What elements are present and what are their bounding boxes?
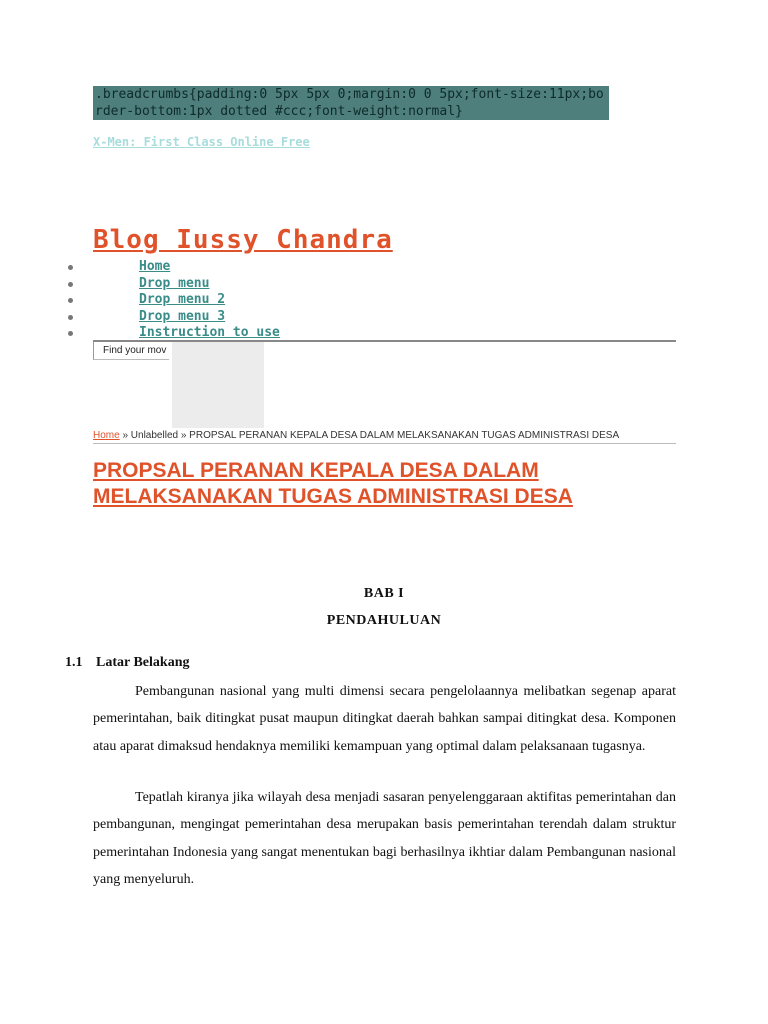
nav-link-drop-menu[interactable]: Drop menu xyxy=(139,275,210,291)
bullet-icon xyxy=(68,315,73,320)
post-title[interactable] xyxy=(93,458,683,510)
leaked-css-code: .breadcrumbs{padding:0 5px 5px 0;margin:0 0 5px;font-size:11px;border-bottom:1px dotted #ccc;font-weight:normal} xyxy=(93,86,609,120)
post-title-line-1[interactable]: PROPSAL PERANAN KEPALA DESA DALAM xyxy=(93,459,539,482)
chapter-number: BAB I xyxy=(363,586,405,601)
nav-link-home[interactable]: Home xyxy=(139,259,171,274)
post-title-line-2[interactable]: MELAKSANAKAN TUGAS ADMINISTRASI DESA xyxy=(93,485,573,508)
nav-link-drop-menu-3[interactable]: Drop menu 3 xyxy=(139,308,226,324)
nav-link-instruction[interactable]: Instruction to use xyxy=(139,325,280,341)
paragraph-2: Tepatlah kiranya jika wilayah desa menjadi sasaran penyelenggaraan aktifitas pemerintahan dan pembangunan, mengingat pemerintahan desa merupakan basis pemerintahan terendah dalam struktur pemerintahan Indonesia yang sangat menentukan bagi berhasilnya ikhtiar dalam Pembangunan nasional yang menyeluruh. xyxy=(93,790,676,887)
movie-link[interactable]: X-Men: First Class Online Free xyxy=(93,135,310,149)
bullet-icon xyxy=(68,282,73,287)
search-input[interactable]: Find your mov xyxy=(93,342,169,360)
bullet-icon xyxy=(68,298,73,303)
section-title: Latar Belakang xyxy=(96,655,190,670)
bullet-icon xyxy=(68,331,73,336)
blog-title[interactable]: Blog Iussy Chandra xyxy=(93,225,393,255)
section-number: 1.1 xyxy=(65,655,83,670)
ad-placeholder xyxy=(172,342,264,428)
chapter-title: PENDAHULUAN xyxy=(326,613,442,628)
breadcrumb-trail: » Unlabelled » PROPSAL PERANAN KEPALA DESA DALAM MELAKSANAKAN TUGAS ADMINISTRASI DESA xyxy=(119,430,620,441)
breadcrumb-home-link[interactable]: Home xyxy=(93,430,120,441)
breadcrumb xyxy=(93,430,676,444)
nav-link-drop-menu-2[interactable]: Drop menu 2 xyxy=(139,292,226,308)
paragraph-1: Pembangunan nasional yang multi dimensi secara pengelolaannya melibatkan segenap aparat pemerintahan, baik ditingkat pusat maupun ditingkat daerah bahkan sampai ditingkat desa. Komponen atau aparat dimaksud hendaknya memiliki kemampuan yang optimal dalam pelaksanaan tugasnya. xyxy=(93,684,676,754)
bullet-icon xyxy=(68,265,73,270)
section-heading xyxy=(65,655,189,671)
